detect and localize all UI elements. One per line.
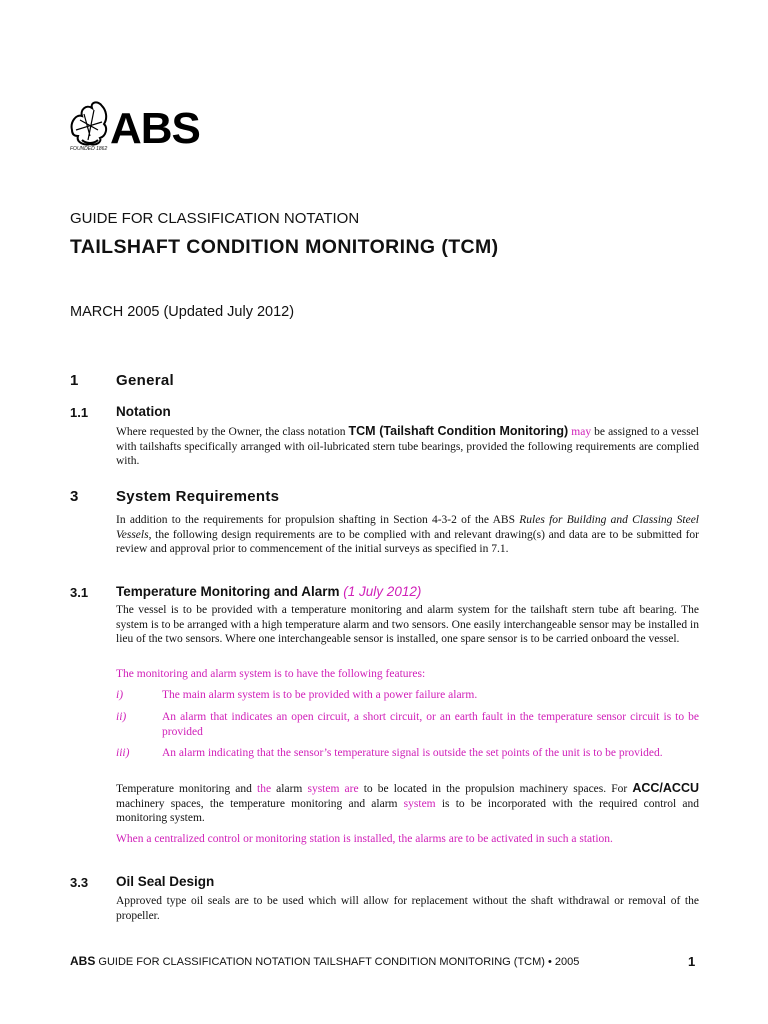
document-date: MARCH 2005 (Updated July 2012): [70, 304, 295, 320]
section-3-number: 3: [70, 488, 79, 505]
footer-year: 2005: [554, 956, 580, 968]
eagle-icon: [68, 100, 110, 148]
section-1-1-paragraph: Where requested by the Owner, the class notation TCM (Tailshaft Condition Monitoring) may be assigned to a vessel with tailshafts specifically arranged with oil-lubricated stern tube bearings, provided the following requirements are complied with.: [116, 424, 700, 468]
section-3-1-title: Temperature Monitoring and Alarm (1 July 2012): [116, 584, 422, 599]
update-note: (1 July 2012): [343, 584, 422, 599]
guide-line: GUIDE FOR CLASSIFICATION NOTATION: [70, 210, 360, 227]
section-3-1-paragraph-4: When a centralized control or monitoring station is installed, the alarms are to be activated in such a station.: [116, 833, 613, 845]
page-footer: [70, 954, 579, 968]
footer-bullet: •: [548, 956, 552, 968]
notation-name: TCM (Tailshaft Condition Monitoring): [348, 424, 569, 438]
section-3-title: System Requirements: [116, 488, 280, 505]
logo-wordmark: ABS: [110, 104, 200, 153]
section-3-1-paragraph-2: The monitoring and alarm system is to have the following features:: [116, 668, 426, 680]
page-number: 1: [688, 954, 696, 969]
section-1-1-title: Notation: [116, 404, 171, 419]
section-3-3-title: Oil Seal Design: [116, 874, 215, 889]
section-3-3-number: 3.3: [70, 875, 89, 890]
document-title: TAILSHAFT CONDITION MONITORING (TCM): [70, 236, 499, 258]
footer-brand: ABS: [70, 954, 96, 968]
section-1-number: 1: [70, 372, 79, 389]
section-3-1-paragraph-3: Temperature monitoring and the alarm system are to be located in the propulsion machinery spaces. For ACC/ACCU machinery spaces, the temperature monitoring and alarm system is to be incorporated with the required control and monitoring system.: [116, 781, 700, 825]
rules-reference: Rules for Building and Classing Steel Vessels: [116, 514, 699, 541]
footer-text: GUIDE FOR CLASSIFICATION NOTATION TAILSHAFT CONDITION MONITORING (TCM): [98, 956, 545, 968]
section-3-1-number: 3.1: [70, 585, 89, 600]
section-1-title: General: [116, 372, 174, 389]
section-1-1-number: 1.1: [70, 405, 89, 420]
founded-label: FOUNDED 1862: [70, 146, 108, 152]
section-3-3-paragraph: Approved type oil seals are to be used which will allow for replacement without the shaft withdrawal or removal of the propeller.: [116, 895, 699, 922]
section-3-1-paragraph-1: The vessel is to be provided with a temperature monitoring and alarm system for the tailshaft stern tube aft bearing. The system is to be arranged with a high temperature alarm and two sensors. One easily interchangeable sensor may be installed in lieu of the two sensors. Where one interchangeable sensor is installed, one spare sensor is to be carried onboard the vessel.: [116, 604, 699, 646]
abs-logo: [68, 100, 228, 160]
section-3-paragraph: In addition to the requirements for propulsion shafting in Section 4-3-2 of the ABS Rules for Building and Classing Steel Vessels, the following design requirements are to be complied with and relevant drawing(s) and data are to be submitted for review and approval prior to commencement of the initial surveys as specified in 7.1.: [116, 514, 699, 556]
